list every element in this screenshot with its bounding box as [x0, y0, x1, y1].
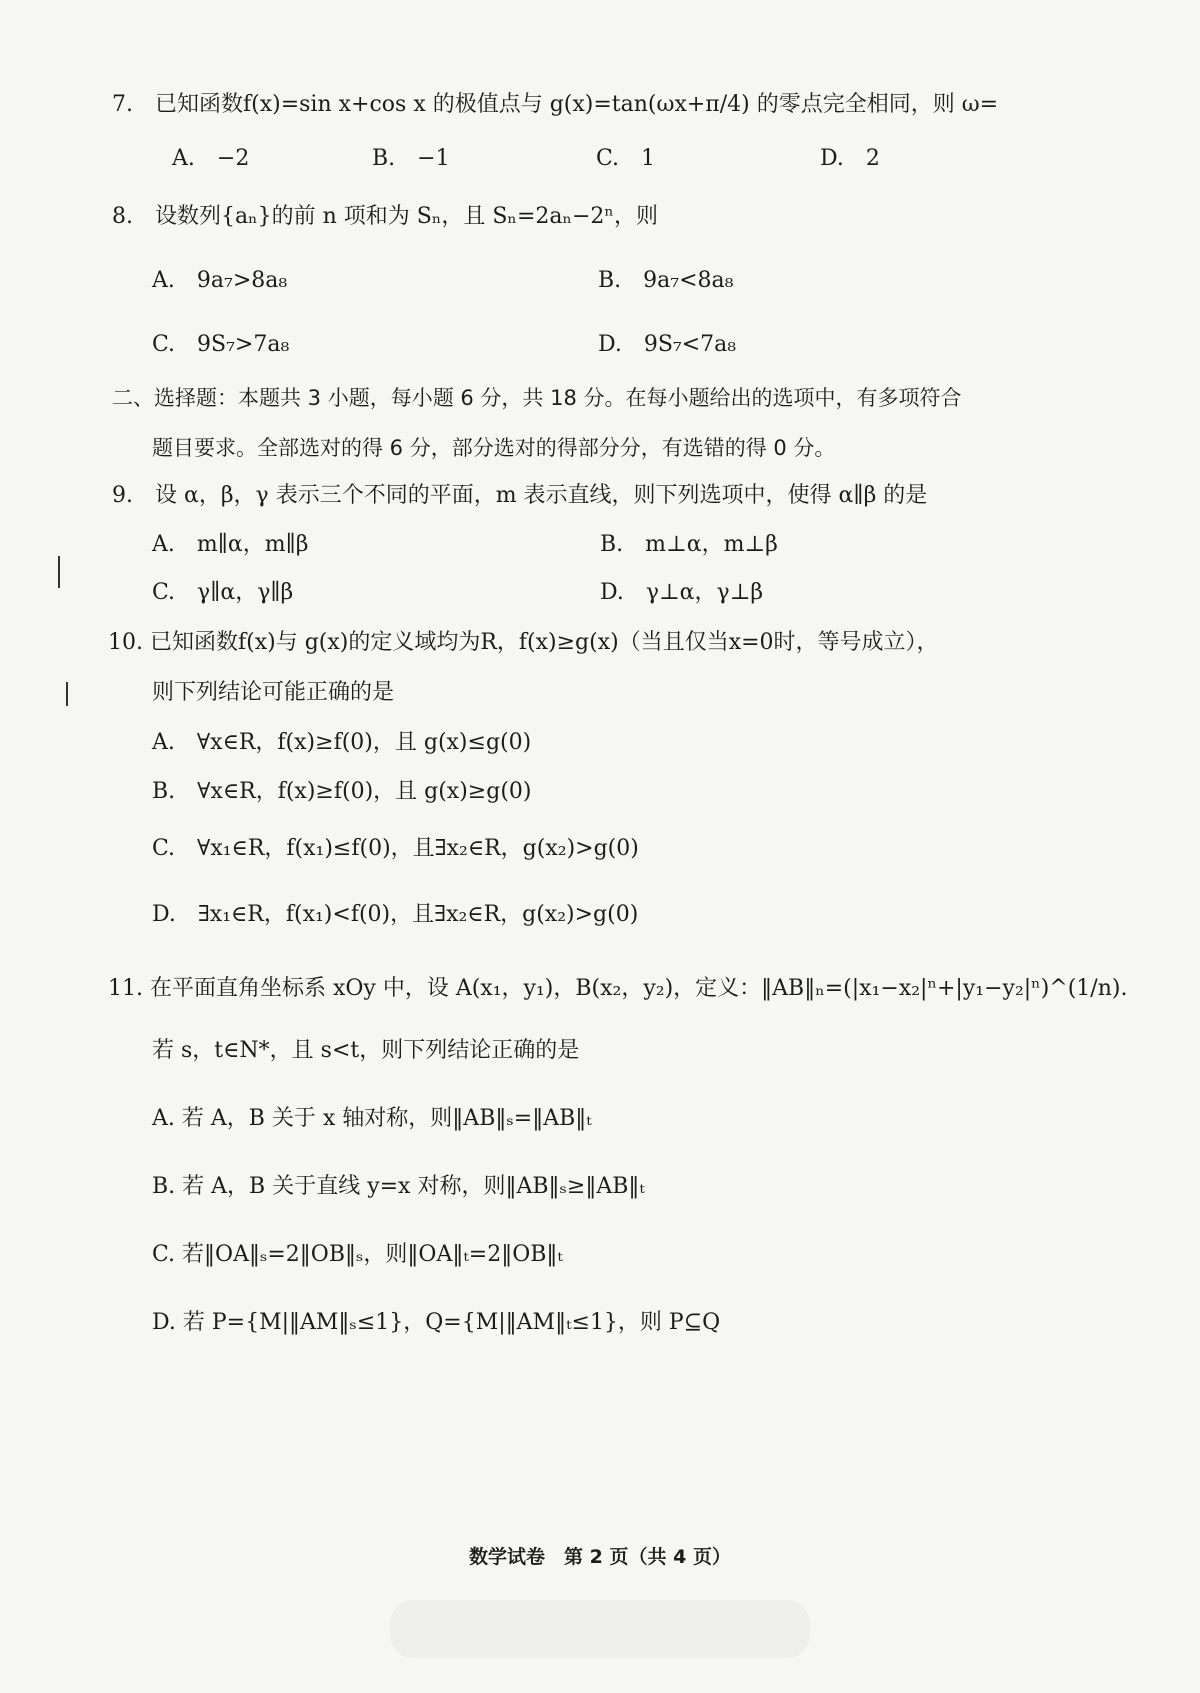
question-8-option-b: B. 9a₇<8a₈	[598, 268, 734, 293]
question-7-option-c: C. 1	[596, 146, 656, 171]
question-9-option-c: C. γ∥α，γ∥β	[152, 580, 294, 605]
page-footer: 数学试卷 第 2 页（共 4 页）	[469, 1546, 731, 1568]
question-11-option-b: B. 若 A，B 关于直线 y=x 对称，则‖AB‖ₛ≥‖AB‖ₜ	[152, 1174, 645, 1199]
question-11-stem-line1: 11. 在平面直角坐标系 xOy 中，设 A(x₁，y₁)，B(x₂，y₂)，定义：‖AB‖ₙ=(|x₁−x₂|ⁿ+|y₁−y₂|ⁿ)^(1/n).	[108, 976, 1128, 1001]
margin-mark	[66, 682, 68, 706]
question-8-option-c: C. 9S₇>7a₈	[152, 332, 290, 357]
question-9-option-b: B. m⊥α，m⊥β	[600, 532, 778, 557]
question-11-option-a: A. 若 A，B 关于 x 轴对称，则‖AB‖ₛ=‖AB‖ₜ	[152, 1106, 592, 1131]
question-9-stem: 9. 设 α，β，γ 表示三个不同的平面，m 表示直线，则下列选项中，使得 α∥β 的是	[112, 483, 928, 508]
question-10-option-b: B. ∀x∈R，f(x)≥f(0)，且 g(x)≥g(0)	[152, 779, 532, 804]
question-8-option-a: A. 9a₇>8a₈	[152, 268, 288, 293]
question-10-stem-line2: 则下列结论可能正确的是	[152, 680, 395, 705]
question-8-option-d: D. 9S₇<7a₈	[598, 332, 737, 357]
section-2-header-line2: 题目要求。全部选对的得 6 分，部分选对的得部分分，有选错的得 0 分。	[152, 436, 836, 460]
question-7-option-d: D. 2	[820, 146, 880, 171]
question-10-option-a: A. ∀x∈R，f(x)≥f(0)，且 g(x)≤g(0)	[152, 730, 532, 755]
margin-mark	[58, 556, 60, 588]
question-10-option-c: C. ∀x₁∈R，f(x₁)≤f(0)，且∃x₂∈R，g(x₂)>g(0)	[152, 836, 639, 861]
section-2-header-line1: 二、选择题：本题共 3 小题，每小题 6 分，共 18 分。在每小题给出的选项中，有多项符合	[112, 386, 962, 410]
question-11-stem-line2: 若 s，t∈N*，且 s<t，则下列结论正确的是	[152, 1038, 580, 1063]
question-7-stem: 7. 已知函数f(x)=sin x+cos x 的极值点与 g(x)=tan(ωx+π/4) 的零点完全相同，则 ω=	[112, 92, 999, 117]
scan-smudge	[390, 1600, 810, 1658]
question-8-stem: 8. 设数列{aₙ}的前 n 项和为 Sₙ，且 Sₙ=2aₙ−2ⁿ，则	[112, 204, 658, 229]
question-11-option-d: D. 若 P={M|‖AM‖ₛ≤1}，Q={M|‖AM‖ₜ≤1}，则 P⊆Q	[152, 1310, 721, 1335]
question-10-option-d: D. ∃x₁∈R，f(x₁)<f(0)，且∃x₂∈R，g(x₂)>g(0)	[152, 902, 639, 927]
question-11-option-c: C. 若‖OA‖ₛ=2‖OB‖ₛ，则‖OA‖ₜ=2‖OB‖ₜ	[152, 1242, 563, 1267]
question-9-option-a: A. m∥α，m∥β	[152, 532, 309, 557]
question-7-option-a: A. −2	[172, 146, 250, 171]
question-10-stem-line1: 10. 已知函数f(x)与 g(x)的定义域均为R，f(x)≥g(x)（当且仅当x=0时，等号成立），	[108, 630, 939, 655]
question-7-option-b: B. −1	[372, 146, 450, 171]
question-9-option-d: D. γ⊥α，γ⊥β	[600, 580, 764, 605]
